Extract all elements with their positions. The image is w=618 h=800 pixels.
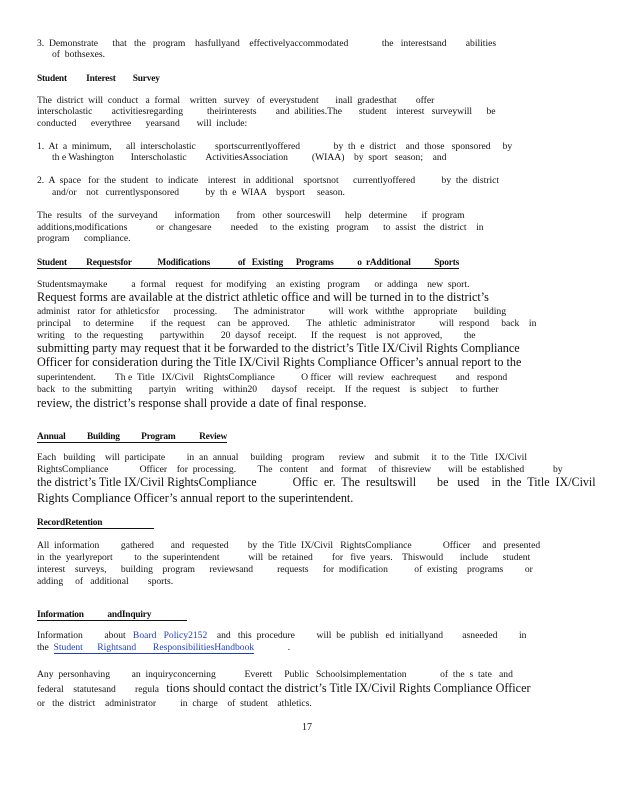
inquiry-line-1: Any personhaving an inquiryconcerning Everett Public Schoolsimplementation of the s tate and [37, 669, 513, 680]
information-line-1 [37, 630, 526, 641]
item-3-line-2: of bothsexes. [52, 49, 106, 60]
record-retention-line: adding of additional sports. [37, 576, 174, 587]
survey-paragraph-line: The district will conduct a formal written survey of everystudent inall gradesthat offer [37, 95, 435, 106]
survey-list-item-1-line-1: 1. At a minimum, all interscholastic sportscurrentlyoffered by th e district and those sponsored by [37, 141, 513, 152]
requests-line: submitting party may request that it be forwarded to the district’s Title IX/Civil Rights Compliance [37, 341, 520, 355]
survey-results-line: The results of the surveyand information from other sourceswill help determine if program [37, 210, 465, 221]
record-retention-line: in the yearlyreport to the superintendent will be retained for five years. Thiswould include student [37, 552, 531, 563]
item-3-line-1: 3. Demonstrate that the program hasfullyand effectivelyaccommodated the interestsand abilities [37, 38, 497, 49]
section-heading-information-and-inquiry: Information andInquiry [37, 610, 187, 621]
survey-list-item-2-line-1: 2. A space for the student to indicate interest in additional sportsnot currentlyoffered by the district [37, 175, 500, 186]
information-line-2 [37, 642, 290, 653]
requests-line: administ rator for athleticsfor processing. The administrator will work withthe appropriate building [37, 306, 507, 317]
information-line-1-start: Information about [37, 630, 133, 641]
inquiry-line-2-end: tions should contact the district’s Title IX/Civil Rights Compliance Officer [166, 681, 531, 695]
section-heading-student-requests: Student Requestsfor Modifications of Existing Programs o rAdditional Sports [37, 258, 460, 268]
record-retention-line: interest surveys, building program reviewsand requests for modification of existing programs or [37, 564, 533, 575]
requests-line: principal to determine if the request can be approved. The athletic administrator will respond back in [37, 318, 537, 329]
requests-line: superintendent. Th e Title IX/Civil RightsCompliance O fficer will review eachrequest and respond [37, 372, 508, 383]
requests-line: review, the district’s response shall provide a date of final response. [37, 396, 367, 410]
record-retention-line: All information gathered and requested by the Title IX/Civil RightsCompliance Officer and presented [37, 540, 541, 551]
annual-review-line: the district’s Title IX/Civil RightsCompliance Offic er. The resultswill be used in the Title IX/Civil [37, 475, 596, 489]
information-line-1-end: and this procedure will be publish ed initiallyand asneeded in [207, 630, 527, 641]
survey-results-line: additions,modifications or changesare needed to the existing program to assist the district in [37, 222, 484, 233]
information-line-2-end: . [254, 642, 291, 653]
annual-review-line: Each building will participate in an annual building program review and submit it to the Title IX/Civil [37, 452, 528, 463]
survey-paragraph-line: conducted everythree yearsand will include: [37, 118, 248, 129]
survey-results-line: program compliance. [37, 233, 131, 244]
requests-line: Request forms are available at the district athletic office and will be turned in to the district’s [37, 290, 489, 304]
survey-list-item-2-line-2: and/or not currentlysponsored by th e WIAA bysport season. [52, 187, 345, 198]
board-policy-link[interactable]: Board Policy2152 [132, 630, 208, 641]
survey-list-item-1-line-2: th e Washington Interscholastic ActivitiesAssociation (WIAA) by sport season; and [52, 152, 447, 163]
annual-review-line: Rights Compliance Officer’s annual report to the superintendent. [37, 491, 354, 505]
inquiry-line-3: or the district administrator in charge of student athletics. [37, 698, 312, 709]
section-heading-annual-building-program-review: Annual Building Program Review [37, 432, 228, 442]
information-line-2-start: the [37, 642, 54, 653]
student-rights-handbook-link[interactable]: Student Rightsand ResponsibilitiesHandbook [53, 642, 255, 653]
page-number: 17 [302, 722, 312, 733]
section-heading-record-retention: RecordRetention [37, 518, 154, 529]
inquiry-line-2-start: federal statutesand regula [37, 684, 167, 695]
requests-line: Studentsmaymake a formal request for modifying an existing program or addinga new sport. [37, 279, 470, 290]
requests-line: writing to the requesting partywithin 20 daysof receipt. If the request is not approved, the [37, 330, 476, 341]
requests-line: Officer for consideration during the Title IX/Civil Rights Compliance Officer’s annual report to the [37, 355, 522, 369]
inquiry-line-2 [37, 683, 531, 695]
annual-review-line: RightsCompliance Officer for processing. The content and format of thisreview will be established by [37, 464, 563, 475]
section-heading-student-interest-survey: Student Interest Survey [37, 74, 160, 84]
requests-line: back to the submitting partyin writing within20 daysof receipt. If the request is subject to further [37, 384, 499, 395]
survey-paragraph-line: interscholastic activitiesregarding theirinterests and abilities.The student interest surveywill be [37, 106, 496, 117]
